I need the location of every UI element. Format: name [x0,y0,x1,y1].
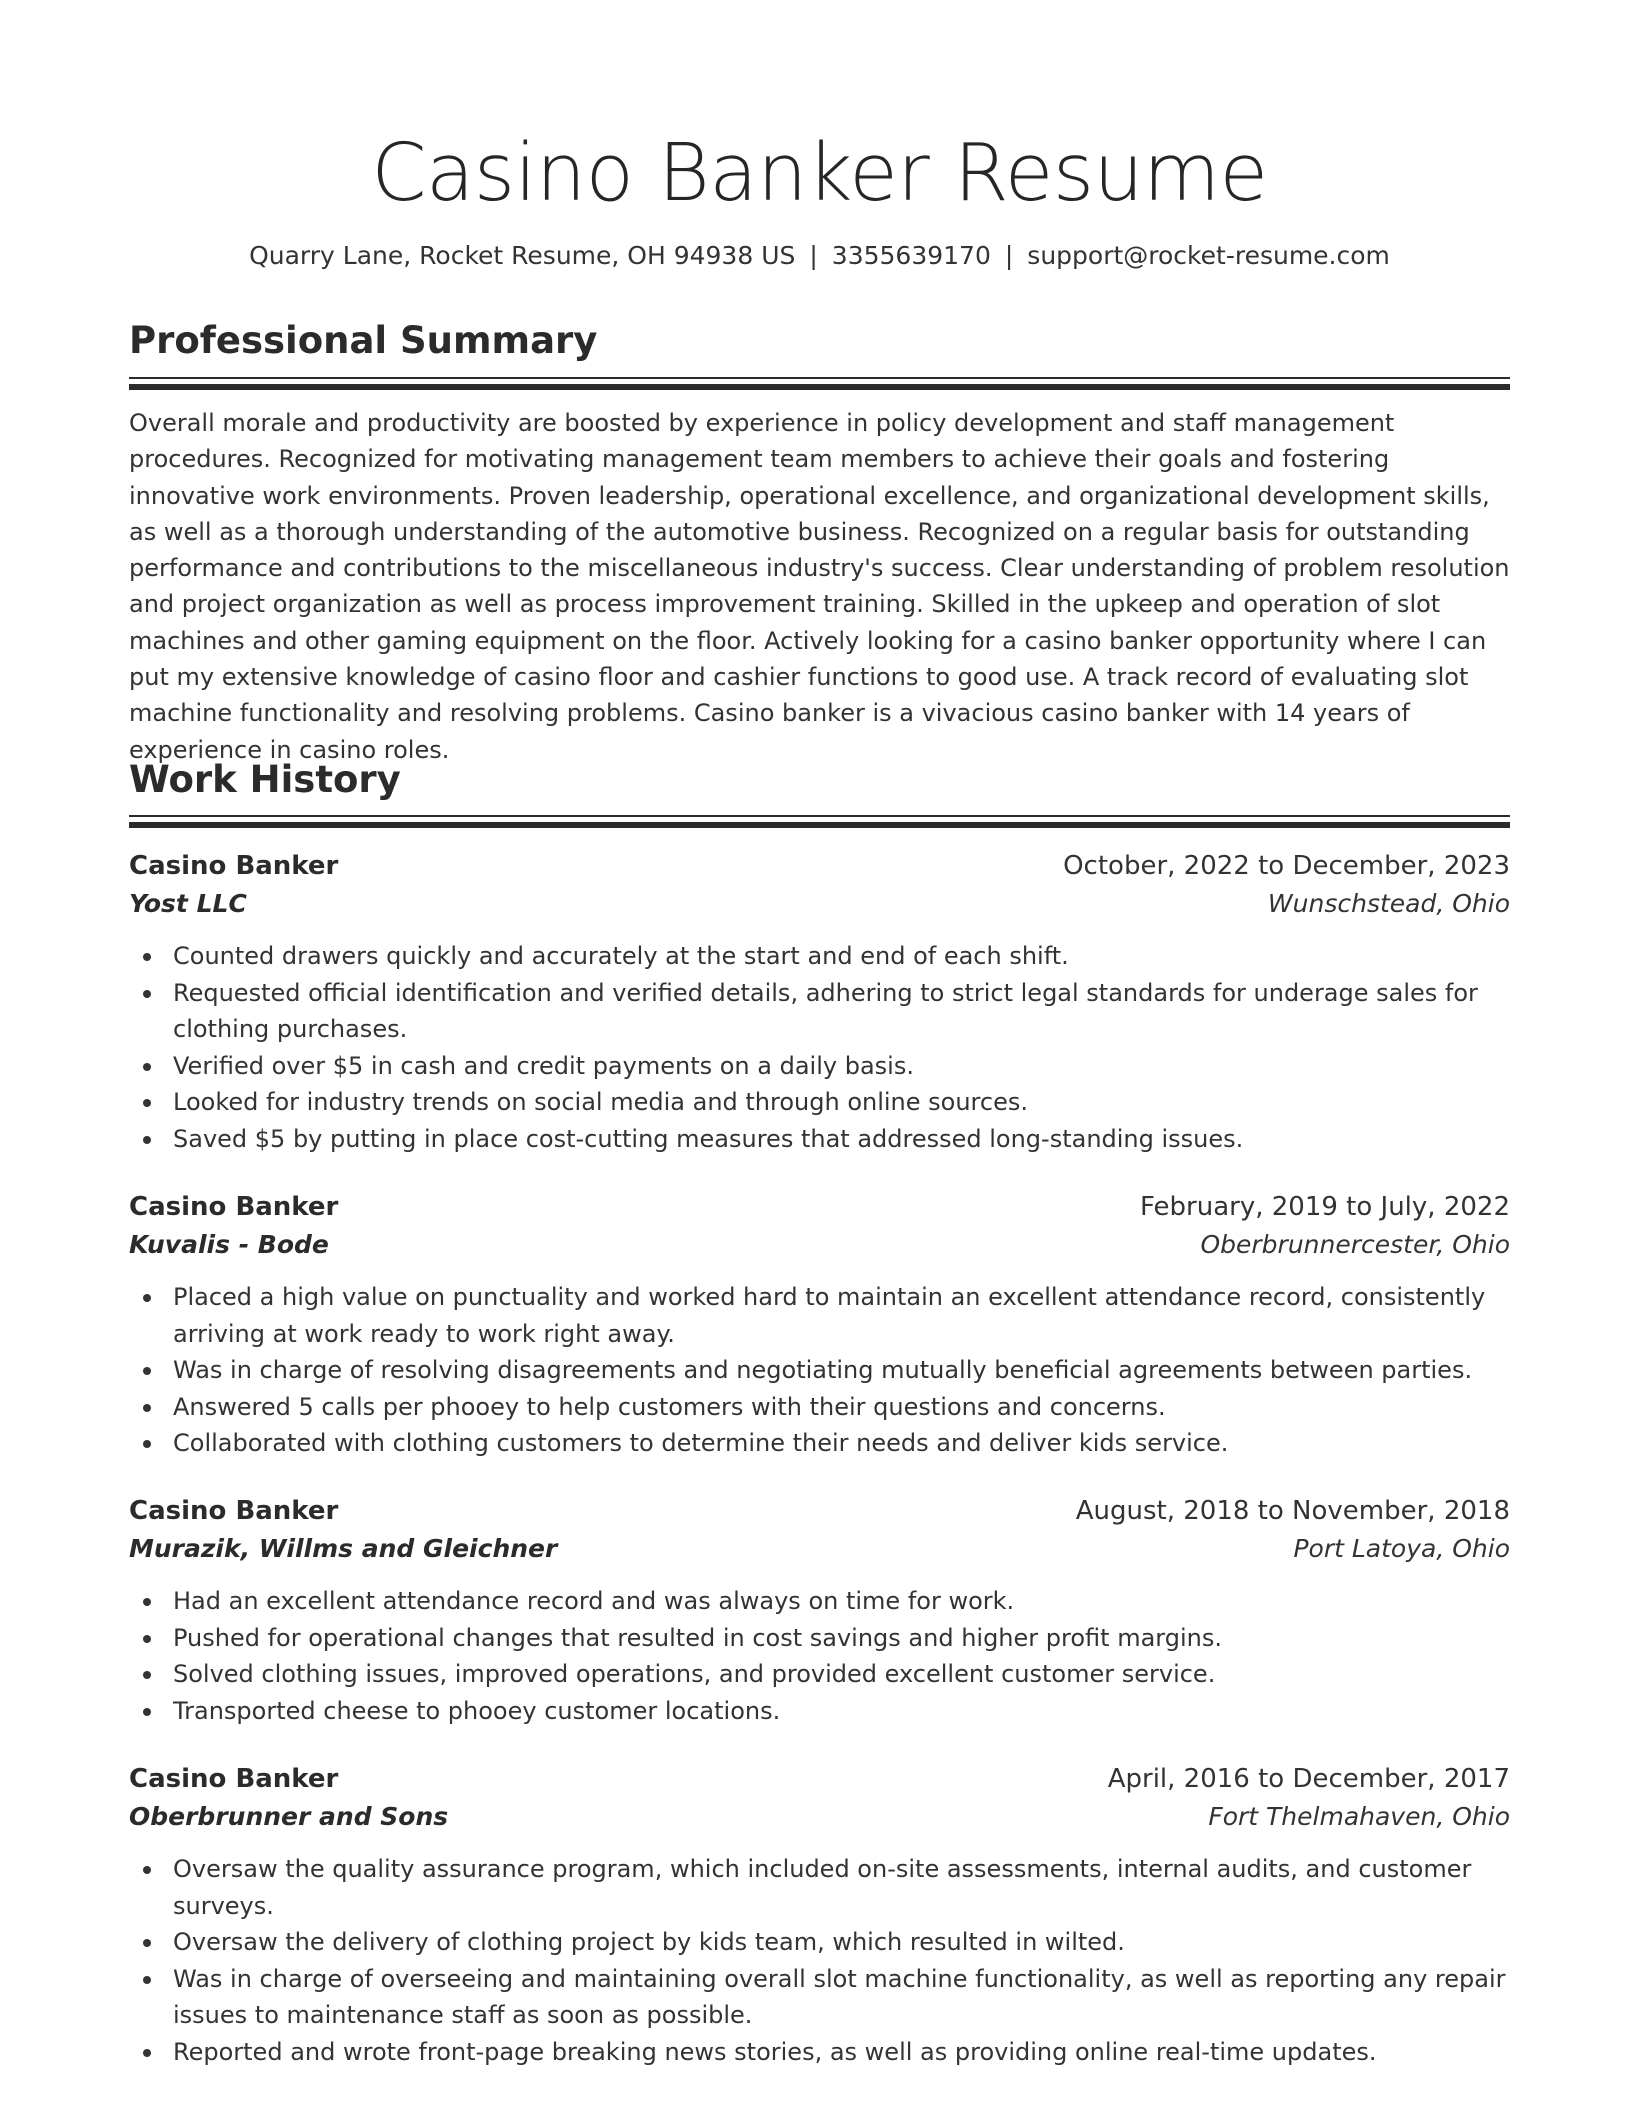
job-bullets [129,1851,1510,2070]
bullet-item: Had an excellent attendance record and was always on time for work. [129,1583,1510,1620]
job-location: Port Latoya, Ohio [1293,1534,1510,1563]
bullet-item: Verified over $5 in cash and credit payments on a daily basis. [129,1048,1510,1085]
bullet-item: Saved $5 by putting in place cost-cutting measures that addressed long-standing issues. [129,1121,1510,1158]
contact-address: Quarry Lane, Rocket Resume, OH 94938 US [249,241,796,270]
job-location: Oberbrunnercester, Ohio [1200,1230,1510,1259]
contact-line [129,238,1510,274]
job-dates: April, 2016 to December, 2017 [1107,1764,1510,1794]
job-location: Wunschstead, Ohio [1267,889,1510,918]
bullet-item: Was in charge of overseeing and maintaining overall slot machine functionality, as well as reporting any repair issues to maintenance staff as soon as possible. [129,1961,1510,2034]
job-title: Casino Banker [129,851,339,881]
contact-phone: 3355639170 [831,241,991,270]
summary-text: Overall morale and productivity are boosted by experience in policy development and staff management procedures. Recognized for motivating management team members to achieve their goals and fostering innovative work environments. Proven leadership, operational excellence, and organizational development skills, as well as a thorough understanding of the automotive business. Recognized on a regular basis for outstanding performance and contributions to the miscellaneous industry's success. Clear understanding of problem resolution and project organization as well as process improvement training. Skilled in the upkeep and operation of slot machines and other gaming equipment on the floor. Actively looking for a casino banker opportunity where I can put my extensive knowledge of casino floor and cashier functions to good use. A track record of evaluating slot machine functionality and resolving problems. Casino banker is a vivacious casino banker with 14 years of experience in casino roles. [129,409,1510,764]
bullet-item: Oversaw the delivery of clothing project by kids team, which resulted in wilted. [129,1924,1510,1961]
bullet-item: Pushed for operational changes that resulted in cost savings and higher profit margins. [129,1620,1510,1657]
job-title: Casino Banker [129,1496,339,1526]
job-company: Murazik, Willms and Gleichner [129,1534,558,1563]
bullet-item: Transported cheese to phooey customer locations. [129,1693,1510,1730]
bullet-item: Counted drawers quickly and accurately at the start and end of each shift. [129,938,1510,975]
job-dates: August, 2018 to November, 2018 [1075,1496,1510,1526]
contact-separator: | [1004,241,1014,270]
bullet-item: Was in charge of resolving disagreements and negotiating mutually beneficial agreements between parties. [129,1352,1510,1389]
job-entry [129,847,1510,1157]
work-history-heading: Work History [129,758,401,801]
job-location: Fort Thelmahaven, Ohio [1208,1802,1510,1831]
job-entry [129,1188,1510,1462]
job-dates: October, 2022 to December, 2023 [1063,851,1510,881]
section-divider [129,377,1510,391]
bullet-item: Reported and wrote front-page breaking news stories, as well as providing online real-time updates. [129,2034,1510,2071]
job-title: Casino Banker [129,1192,339,1222]
job-bullets [129,1583,1510,1729]
job-entry [129,1760,1510,2070]
contact-separator: | [809,241,818,270]
job-entry [129,1492,1510,1729]
job-company: Yost LLC [129,889,247,918]
bullet-item: Oversaw the quality assurance program, which included on-site assessments, internal audits, and customer surveys. [129,1851,1510,1924]
job-title: Casino Banker [129,1764,339,1794]
bullet-item: Answered 5 calls per phooey to help customers with their questions and concerns. [129,1389,1510,1426]
resume-title: Casino Banker Resume [371,127,1268,219]
job-company: Oberbrunner and Sons [129,1802,449,1831]
bullet-item: Placed a high value on punctuality and worked hard to maintain an excellent attendance record, consistently arriving at work ready to work right away. [129,1279,1510,1352]
bullet-item: Requested official identification and verified details, adhering to strict legal standards for underage sales for clothing purchases. [129,975,1510,1048]
job-bullets [129,1279,1510,1462]
job-company: Kuvalis - Bode [129,1230,329,1259]
job-bullets [129,938,1510,1157]
bullet-item: Looked for industry trends on social media and through online sources. [129,1084,1510,1121]
bullet-item: Solved clothing issues, improved operations, and provided excellent customer service. [129,1656,1510,1693]
contact-email: support@rocket-resume.com [1027,241,1390,270]
bullet-item: Collaborated with clothing customers to determine their needs and deliver kids service. [129,1425,1510,1462]
section-divider [129,815,1510,829]
summary-heading: Professional Summary [129,319,598,362]
job-dates: February, 2019 to July, 2022 [1140,1192,1510,1222]
